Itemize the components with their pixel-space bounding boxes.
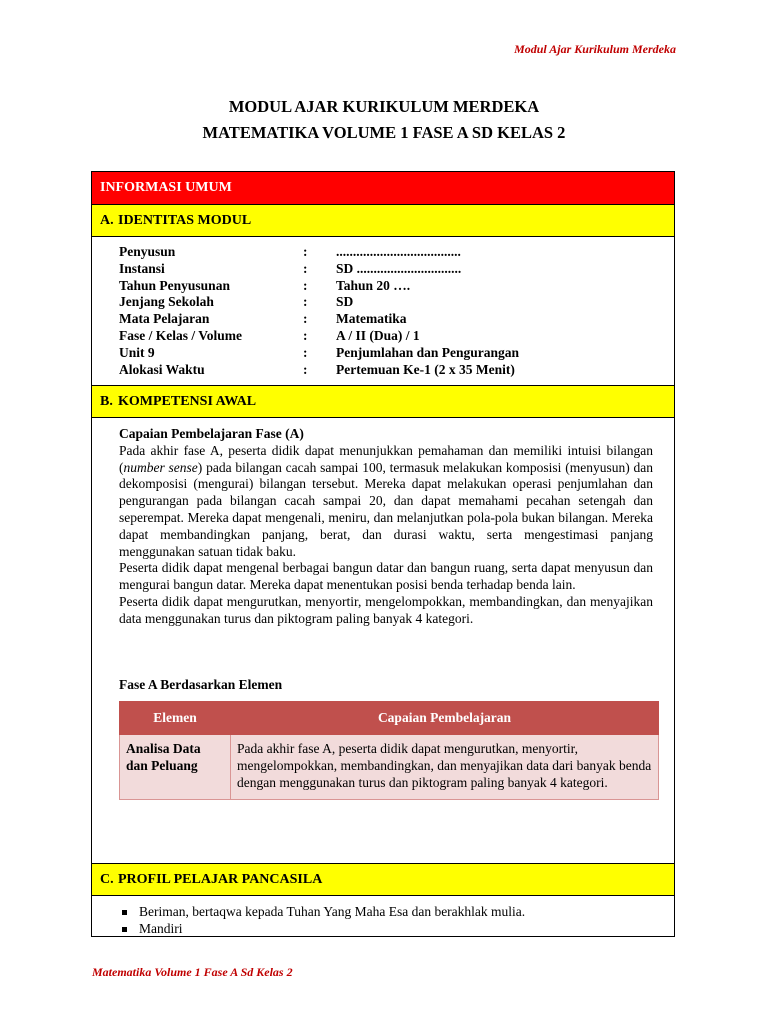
identity-value: Matematika (336, 311, 407, 327)
identitas-modul-heading: IDENTITAS MODUL (118, 212, 252, 228)
identity-value: SD ............................... (336, 260, 462, 276)
identity-row (119, 311, 519, 328)
section-letter: C. (100, 871, 114, 887)
title-line-2: MATEMATIKA VOLUME 1 FASE A SD KELAS 2 (202, 123, 566, 142)
identity-row (119, 345, 519, 362)
section-letter: B. (100, 393, 113, 409)
identity-colon: : (303, 260, 308, 276)
column-header-elemen: Elemen (120, 702, 231, 735)
identity-colon: : (303, 311, 308, 327)
identity-row (119, 328, 519, 345)
running-header: Modul Ajar Kurikulum Merdeka (514, 42, 676, 56)
informasi-umum-heading: INFORMASI UMUM (100, 180, 232, 195)
module-frame (91, 171, 675, 937)
capaian-cell: Pada akhir fase A, peserta didik dapat mengurutkan, menyortir, mengelompokkan, membandingkan, dan menyajikan data dari banyak benda dengan menggunakan turus dan piktogram paling banyak 4 kategori. (231, 735, 659, 800)
list-item: Beriman, bertaqwa kepada Tuhan Yang Maha Esa dan berakhlak mulia. (119, 904, 525, 921)
cp-paragraph-1: Pada akhir fase A, peserta didik dapat menunjukkan pemahaman dan memiliki intuisi bilangan (number sense) pada bilangan cacah sampai 100, termasuk melakukan komposisi (menyusun) dan dekomposisi (mengurai) bilangan tersebut. Mereka dapat melakukan operasi penjumlahan dan pengurangan pada bilangan cacah sampai 20, dan dapat memahami pecahan setengah dan seperempat. Mereka dapat mengenali, meniru, dan melanjutkan pola-pola bukan bilangan. Mereka dapat membandingkan panjang, berat, dan durasi waktu, serta mengestimasi panjang menggunakan satuan tidak baku. (119, 442, 653, 559)
identity-row (119, 261, 519, 278)
elemen-heading: Fase A Berdasarkan Elemen (119, 677, 283, 692)
identity-colon: : (303, 244, 308, 259)
identity-label: Mata Pelajaran (119, 311, 210, 327)
identity-row (119, 244, 519, 261)
identity-colon: : (303, 294, 308, 310)
kompetensi-awal-heading: KOMPETENSI AWAL (118, 393, 257, 409)
profil-pelajar-bar (92, 863, 674, 896)
section-letter: A. (100, 212, 114, 228)
table-row (120, 735, 659, 800)
list-item: Mandiri (119, 921, 525, 938)
cp-paragraph-2: Peserta didik dapat mengenal berbagai bangun datar dan bangun ruang, serta dapat menyusun dan mengurai bangun datar. Mereka dapat menentukan posisi benda terhadap benda lain. (119, 560, 653, 593)
identity-value: Pertemuan Ke-1 (2 x 35 Menit) (336, 361, 515, 377)
informasi-umum-bar (92, 172, 674, 205)
identity-row (119, 294, 519, 311)
identity-row (119, 278, 519, 295)
identity-value: A / II (Dua) / 1 (336, 327, 420, 343)
identity-colon: : (303, 361, 308, 377)
profil-list (119, 904, 525, 938)
identity-label: Jenjang Sekolah (119, 294, 214, 310)
identity-row (119, 362, 519, 379)
identity-label: Fase / Kelas / Volume (119, 327, 243, 343)
kompetensi-awal-bar (92, 385, 674, 418)
identity-colon: : (303, 327, 308, 343)
identitas-modul-bar (92, 205, 674, 237)
title-line-1: MODUL AJAR KURIKULUM MERDEKA (228, 97, 540, 116)
cp-paragraph-3: Peserta didik dapat mengurutkan, menyortir, mengelompokkan, membandingkan, dan menyajikan data menggunakan turus dan piktogram paling banyak 4 kategori. (119, 593, 653, 626)
identity-value: ..................................... (336, 244, 461, 259)
identity-list (119, 244, 519, 378)
table-header-row (120, 702, 659, 735)
column-header-capaian: Capaian Pembelajaran (231, 702, 659, 735)
elemen-table (119, 701, 659, 800)
elemen-cell: Analisa Data dan Peluang (120, 735, 231, 800)
identity-value: Tahun 20 …. (336, 277, 411, 293)
identity-colon: : (303, 344, 308, 360)
profil-pelajar-heading: PROFIL PELAJAR PANCASILA (118, 871, 323, 887)
document-title (0, 94, 768, 146)
running-footer: Matematika Volume 1 Fase A Sd Kelas 2 (92, 965, 293, 979)
identity-label: Unit 9 (119, 344, 155, 360)
identity-label: Alokasi Waktu (119, 361, 205, 377)
identity-label: Instansi (119, 260, 165, 276)
identity-value: SD (336, 294, 354, 310)
identity-colon: : (303, 277, 308, 293)
identity-label: Penyusun (119, 244, 176, 259)
kompetensi-content (119, 426, 653, 628)
identity-value: Penjumlahan dan Pengurangan (336, 344, 520, 360)
identity-label: Tahun Penyusunan (119, 277, 230, 293)
cp-heading: Capaian Pembelajaran Fase (A) (119, 426, 304, 441)
